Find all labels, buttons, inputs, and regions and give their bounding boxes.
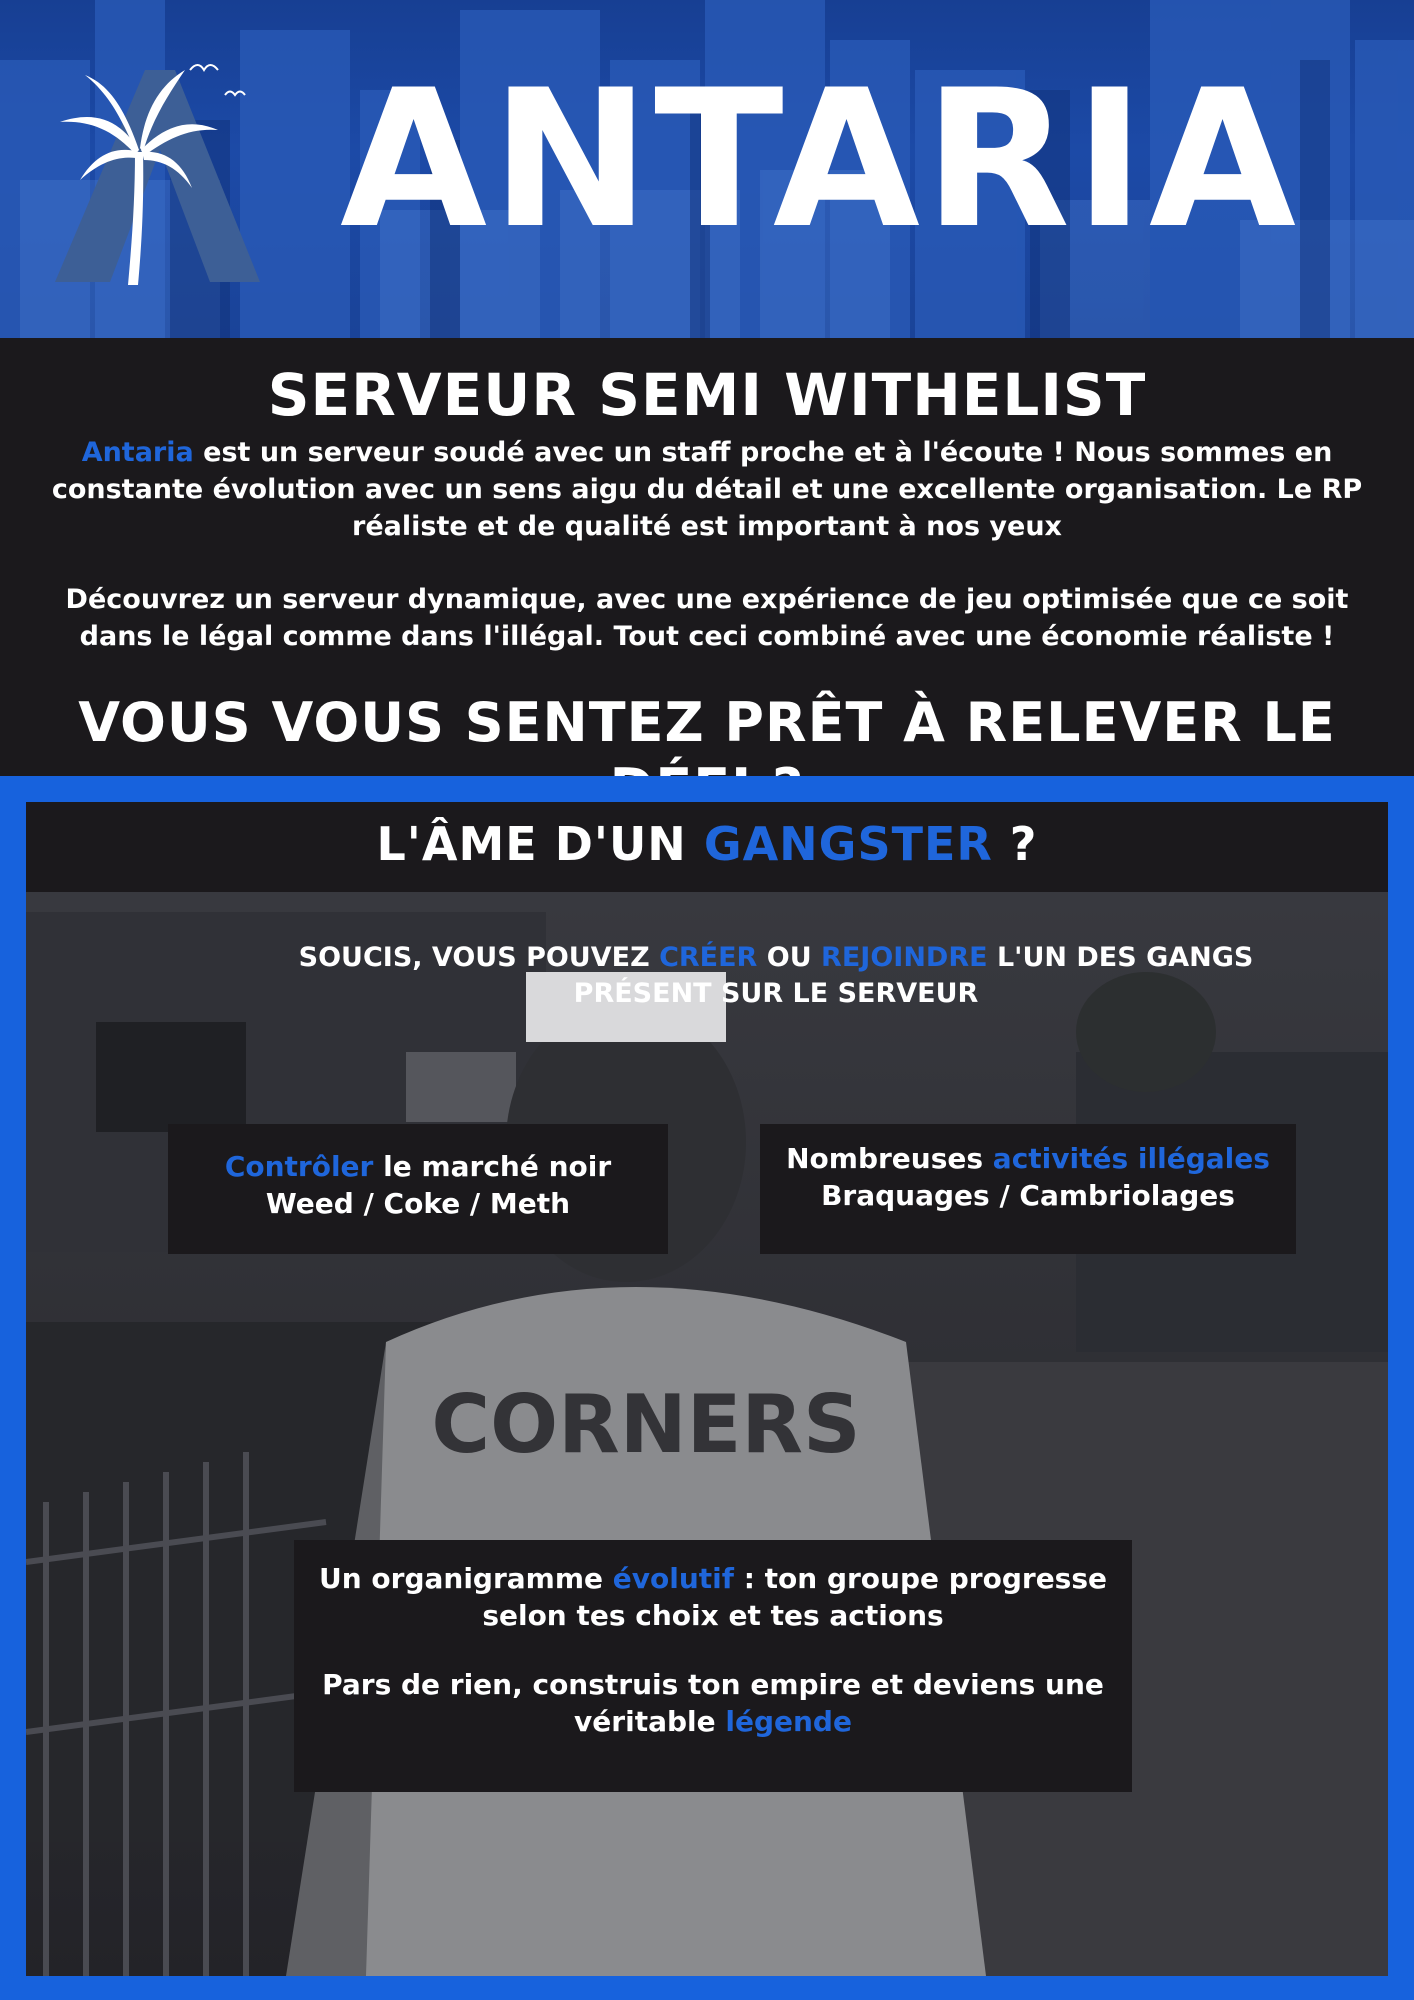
empire-paragraph — [294, 1666, 1132, 1740]
org-chart-post: : ton groupe progresse selon tes choix et tes actions — [482, 1562, 1108, 1632]
gang-intro-part-a: SOUCIS, VOUS POUVEZ — [298, 942, 660, 973]
black-market-box — [168, 1124, 668, 1254]
drugs-list: Weed / Coke / Meth — [265, 1187, 571, 1220]
gang-intro-part-c: L'UN DES GANGS PRÉSENT SUR LE SERVEUR — [573, 942, 1254, 1009]
heists-list: Braquages / Cambriolages — [821, 1179, 1235, 1212]
server-name-highlight: Antaria — [81, 437, 194, 468]
brand-title: ANTARIA — [340, 49, 1301, 270]
org-chart-pre: Un organigramme — [318, 1562, 613, 1595]
svg-text:CORNERS: CORNERS — [431, 1378, 861, 1471]
challenge-headline: VOUS VOUS SENTEZ PRÊT À RELEVER LE — [78, 691, 1336, 754]
intro-title: SERVEUR SEMI WITHELIST — [267, 361, 1147, 429]
legend-highlight: légende — [725, 1705, 852, 1738]
intro-paragraph-2: Découvrez un serveur dynamique, avec une expérience de jeu optimisée que ce soit dans le légal comme dans l'illégal. Tout ceci combiné avec une économie réaliste ! — [65, 584, 1349, 652]
illegal-activities-box — [760, 1124, 1296, 1254]
gang-title-text-pre: L'ÂME D'UN — [376, 817, 704, 871]
antaria-logo — [40, 40, 280, 300]
empire-text: Pars de rien, construis ton empire et deviens une véritable — [322, 1668, 1104, 1738]
seagull-icon — [190, 65, 245, 95]
evolutive-highlight: évolutif — [612, 1562, 734, 1595]
control-highlight: Contrôler — [224, 1150, 374, 1183]
gang-title-bar — [26, 802, 1388, 892]
gang-section — [26, 802, 1388, 1976]
gang-title — [26, 814, 1388, 874]
join-highlight: REJOINDRE — [821, 942, 988, 973]
illegal-activities-highlight: activités illégales — [992, 1142, 1270, 1175]
black-market-text — [168, 1148, 668, 1222]
gang-intro-text — [266, 940, 1286, 1012]
create-highlight: CRÉER — [659, 942, 758, 973]
gang-title-highlight: GANGSTER — [703, 817, 993, 871]
illegal-activities-text — [760, 1140, 1296, 1214]
gang-section-frame — [0, 776, 1414, 2000]
header-banner — [0, 0, 1414, 338]
gang-intro-part-b: OU — [757, 942, 822, 973]
black-market-line-1: le marché noir — [373, 1150, 612, 1183]
intro-section — [0, 338, 1414, 776]
intro-paragraph-1-text: est un serveur soudé avec un staff proche et à l'écoute ! Nous sommes en constante évolution avec un sens aigu du détail et une excellente organisation. Le RP réaliste et de qualité est important à nos yeux — [51, 437, 1363, 542]
gang-title-text-post: ? — [992, 817, 1038, 871]
org-chart-box — [294, 1540, 1132, 1792]
org-chart-paragraph — [294, 1560, 1132, 1634]
intro-paragraph-1 — [40, 434, 1374, 545]
illegal-activities-pre: Nombreuses — [786, 1142, 993, 1175]
